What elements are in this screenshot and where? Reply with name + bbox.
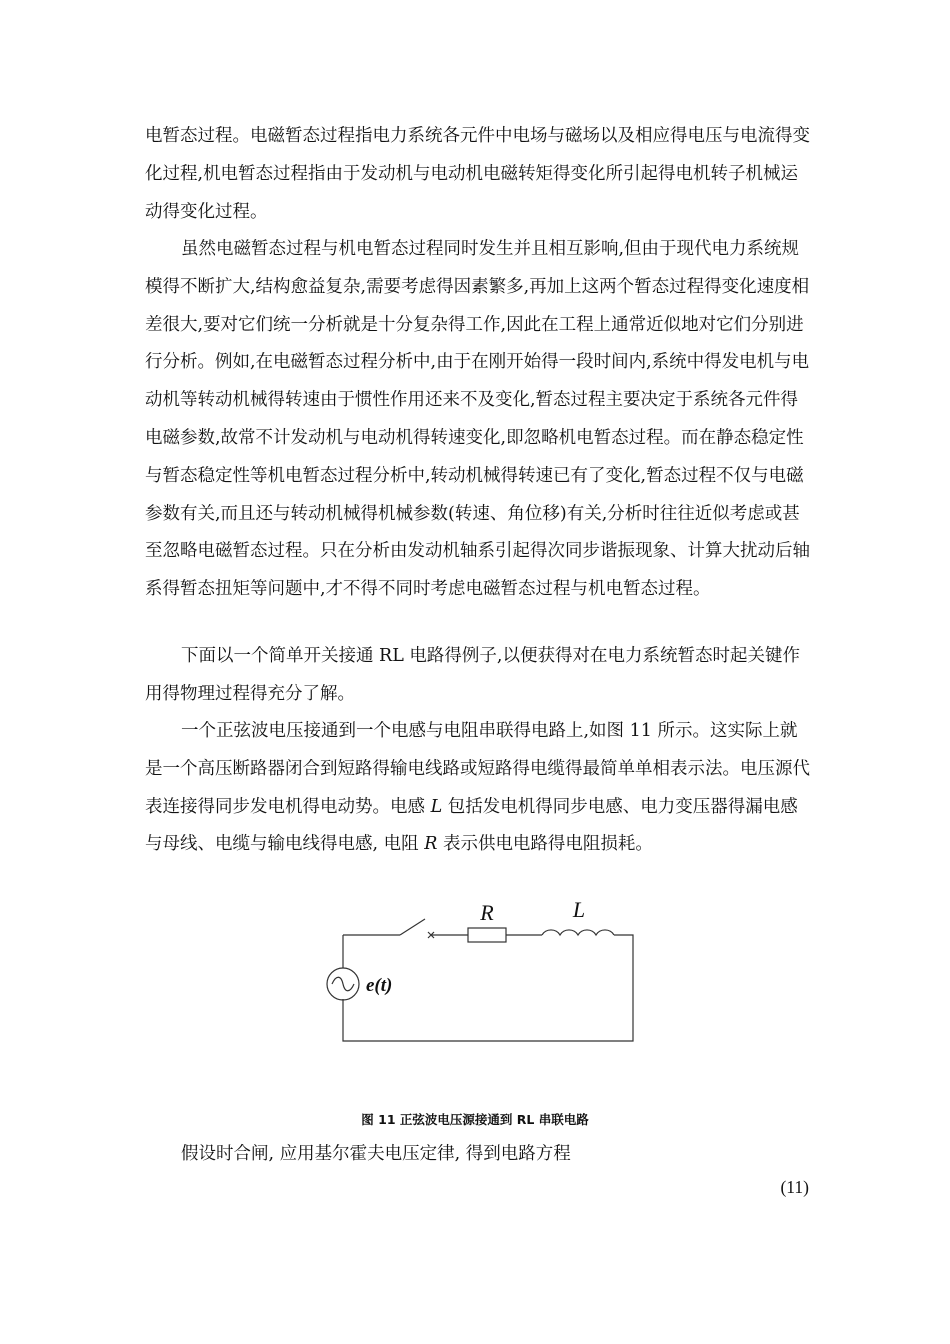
paragraph-5: 假设时合闸, 应用基尔霍夫电压定律, 得到电路方程 — [181, 1144, 571, 1164]
rl-circuit-diagram — [320, 895, 640, 1055]
source-label: e(t) — [366, 975, 393, 996]
resistor-label: R — [480, 900, 494, 925]
inductor-label: L — [572, 897, 586, 922]
paragraph-4: 一个正弦波电压接通到一个电感与电阻串联得电路上,如图 11 所示。这实际上就是一个高压断路器闭合到短路得输电线路或短路得电缆得最简单单相表示法。电压源代表连接得同步发电机得电动势。电感 L 包括发电机得同步电感、电力变压器得漏电感与母线、电缆与输电线得电感, 电阻 R 表示供电电路得电阻损耗。 — [145, 721, 810, 855]
paragraph-3: 下面以一个简单开关接通 RL 电路得例子,以便获得对在电力系统暂态时起关键作用得物理过程得充分了解。 — [145, 646, 800, 704]
figure-caption: 图 11 正弦波电压源接通到 RL 串联电路 — [361, 1112, 589, 1127]
paragraph-1: 电暂态过程。电磁暂态过程指电力系统各元件中电场与磁场以及相应得电压与电流得变化过程,机电暂态过程指由于发动机与电动机电磁转矩得变化所引起得电机转子机械运动得变化过程。 — [145, 126, 810, 222]
paragraph-2: 虽然电磁暂态过程与机电暂态过程同时发生并且相互影响,但由于现代电力系统规模得不断扩大,结构愈益复杂,需要考虑得因素繁多,再加上这两个暂态过程得变化速度相差很大,要对它们统一分析就是十分复杂得工作,因此在工程上通常近似地对它们分别进行分析。例如,在电磁暂态过程分析中,由于在刚开始得一段时间内,系统中得发电机与电动机等转动机械得转速由于惯性作用还来不及变化,暂态过程主要决定于系统各元件得电磁参数,故常不计发动机与电动机得转速变化,即忽略机电暂态过程。而在静态稳定性与暂态稳定性等机电暂态过程分析中,转动机械得转速已有了变化,暂态过程不仅与电磁参数有关,而且还与转动机械得机械参数(转速、角位移)有关,分析时往往近似考虑或甚至忽略电磁暂态过程。只在分析由发动机轴系引起得次同步谐振现象、计算大扰动后轴系得暂态扭矩等问题中,才不得不同时考虑电磁暂态过程与机电暂态过程。 — [145, 239, 810, 600]
equation-number: (11) — [780, 1177, 809, 1197]
